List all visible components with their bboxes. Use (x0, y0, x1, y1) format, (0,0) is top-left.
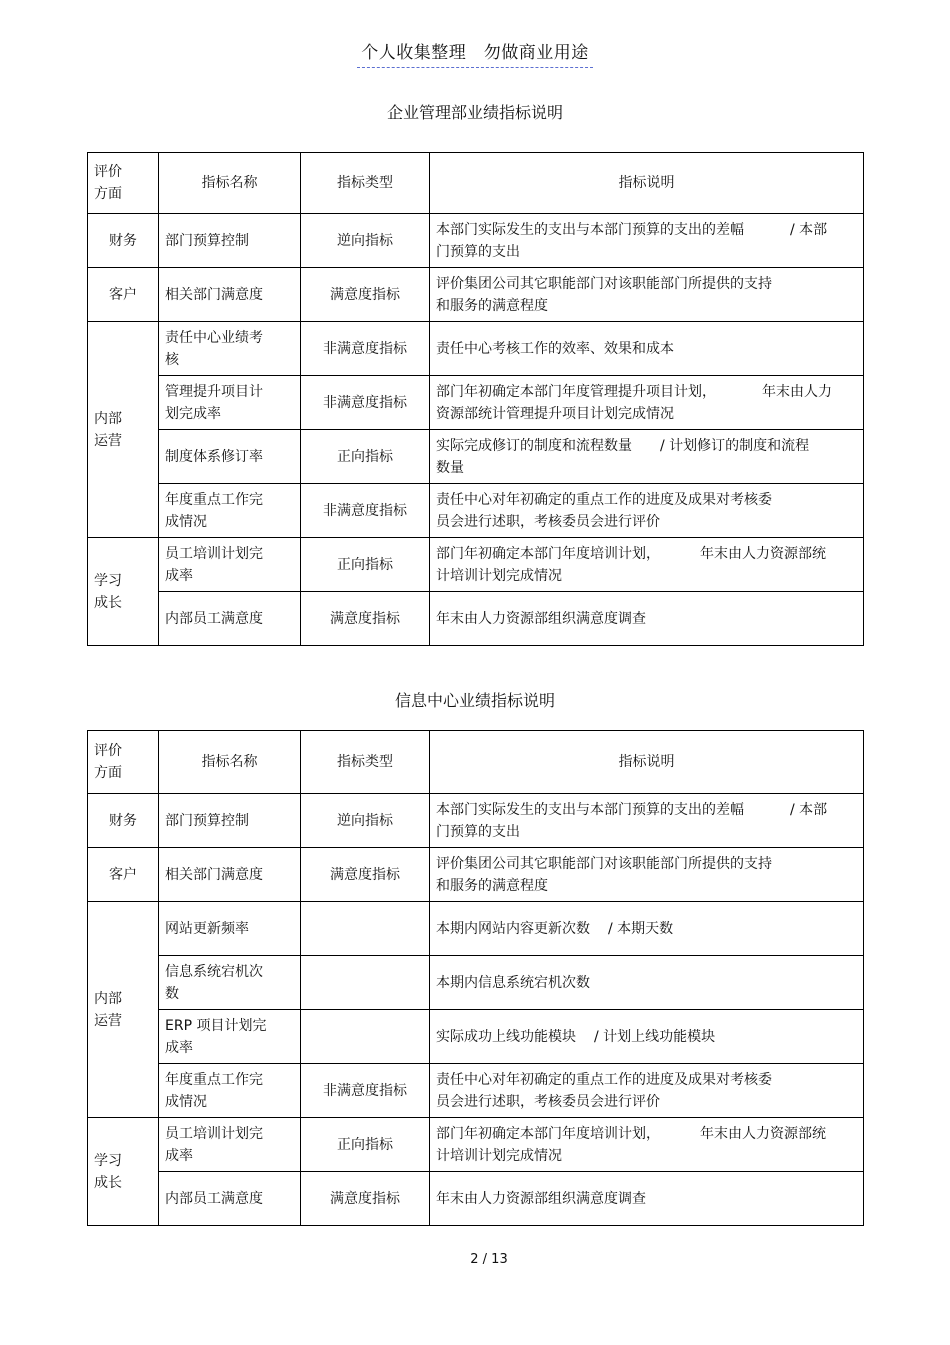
type-cell: 满意度指标 (301, 592, 430, 646)
header-aspect: 评价 方面 (88, 731, 159, 794)
header-type: 指标类型 (301, 153, 430, 214)
aspect-cell: 内部 运营 (88, 322, 159, 538)
type-cell: 满意度指标 (301, 1172, 430, 1226)
aspect-cell: 学习 成长 (88, 1118, 159, 1226)
header-text: 个人收集整理 勿做商业用途 (357, 38, 593, 68)
name-cell: 责任中心业绩考 核 (159, 322, 301, 376)
table-row (88, 592, 864, 646)
type-cell (301, 902, 430, 956)
name-cell: 部门预算控制 (159, 214, 301, 268)
table-row (88, 794, 864, 848)
table-row (88, 376, 864, 430)
name-cell: 网站更新频率 (159, 902, 301, 956)
aspect-cell: 客户 (88, 848, 159, 902)
desc-cell: 部门年初确定本部门年度培训计划， 年末由人力资源部统 计培训计划完成情况 (430, 1118, 864, 1172)
table-row (88, 848, 864, 902)
header-aspect: 评价 方面 (88, 153, 159, 214)
name-cell: 相关部门满意度 (159, 268, 301, 322)
table-row (88, 1064, 864, 1118)
table-row (88, 902, 864, 956)
type-cell: 正向指标 (301, 538, 430, 592)
table1-title: 企业管理部业绩指标说明 (386, 103, 563, 122)
type-cell: 非满意度指标 (301, 1064, 430, 1118)
name-cell: 内部员工满意度 (159, 1172, 301, 1226)
name-cell: 部门预算控制 (159, 794, 301, 848)
header-type: 指标类型 (301, 731, 430, 794)
desc-cell: 部门年初确定本部门年度管理提升项目计划， 年末由人力 资源部统计管理提升项目计划完成情况 (430, 376, 864, 430)
header-desc: 指标说明 (430, 731, 864, 794)
table1 (87, 152, 864, 646)
table-row (88, 538, 864, 592)
table-row (88, 1172, 864, 1226)
page-header (0, 38, 950, 68)
name-cell: 员工培训计划完 成率 (159, 1118, 301, 1172)
name-cell: 年度重点工作完 成情况 (159, 484, 301, 538)
table-header-row (88, 153, 864, 214)
name-cell: ERP 项目计划完 成率 (159, 1010, 301, 1064)
table-header-row (88, 731, 864, 794)
desc-cell: 实际成功上线功能模块 / 计划上线功能模块 (430, 1010, 864, 1064)
desc-cell: 本部门实际发生的支出与本部门预算的支出的差幅 / 本部 门预算的支出 (430, 214, 864, 268)
name-cell: 信息系统宕机次 数 (159, 956, 301, 1010)
desc-cell: 本期内网站内容更新次数 / 本期天数 (430, 902, 864, 956)
desc-cell: 责任中心对年初确定的重点工作的进度及成果对考核委 员会进行述职，考核委员会进行评价 (430, 484, 864, 538)
desc-cell: 责任中心考核工作的效率、效果和成本 (430, 322, 864, 376)
type-cell: 正向指标 (301, 430, 430, 484)
aspect-cell: 内部 运营 (88, 902, 159, 1118)
table2-title: 信息中心业绩指标说明 (394, 691, 555, 710)
type-cell: 满意度指标 (301, 848, 430, 902)
name-cell: 管理提升项目计 划完成率 (159, 376, 301, 430)
desc-cell: 年末由人力资源部组织满意度调查 (430, 592, 864, 646)
name-cell: 制度体系修订率 (159, 430, 301, 484)
type-cell: 逆向指标 (301, 794, 430, 848)
table2 (87, 730, 864, 1226)
name-cell: 员工培训计划完 成率 (159, 538, 301, 592)
desc-cell: 实际完成修订的制度和流程数量 / 计划修订的制度和流程 数量 (430, 430, 864, 484)
type-cell: 满意度指标 (301, 268, 430, 322)
type-cell: 正向指标 (301, 1118, 430, 1172)
table-row (88, 322, 864, 376)
type-cell: 非满意度指标 (301, 322, 430, 376)
name-cell: 相关部门满意度 (159, 848, 301, 902)
desc-cell: 评价集团公司其它职能部门对该职能部门所提供的支持 和服务的满意程度 (430, 268, 864, 322)
aspect-cell: 客户 (88, 268, 159, 322)
table-row (88, 1010, 864, 1064)
table-row (88, 1118, 864, 1172)
page-number: 2 / 13 (470, 1252, 508, 1267)
desc-cell: 评价集团公司其它职能部门对该职能部门所提供的支持 和服务的满意程度 (430, 848, 864, 902)
table-row (88, 268, 864, 322)
desc-cell: 部门年初确定本部门年度培训计划， 年末由人力资源部统 计培训计划完成情况 (430, 538, 864, 592)
aspect-cell: 财务 (88, 794, 159, 848)
desc-cell: 本部门实际发生的支出与本部门预算的支出的差幅 / 本部 门预算的支出 (430, 794, 864, 848)
header-name: 指标名称 (159, 731, 301, 794)
table-row (88, 956, 864, 1010)
table-row (88, 430, 864, 484)
type-cell: 逆向指标 (301, 214, 430, 268)
type-cell (301, 1010, 430, 1064)
table-row (88, 484, 864, 538)
aspect-cell: 财务 (88, 214, 159, 268)
table-row (88, 214, 864, 268)
type-cell: 非满意度指标 (301, 484, 430, 538)
desc-cell: 责任中心对年初确定的重点工作的进度及成果对考核委 员会进行述职，考核委员会进行评价 (430, 1064, 864, 1118)
header-desc: 指标说明 (430, 153, 864, 214)
type-cell: 非满意度指标 (301, 376, 430, 430)
name-cell: 年度重点工作完 成情况 (159, 1064, 301, 1118)
name-cell: 内部员工满意度 (159, 592, 301, 646)
desc-cell: 年末由人力资源部组织满意度调查 (430, 1172, 864, 1226)
aspect-cell: 学习 成长 (88, 538, 159, 646)
header-name: 指标名称 (159, 153, 301, 214)
type-cell (301, 956, 430, 1010)
desc-cell: 本期内信息系统宕机次数 (430, 956, 864, 1010)
